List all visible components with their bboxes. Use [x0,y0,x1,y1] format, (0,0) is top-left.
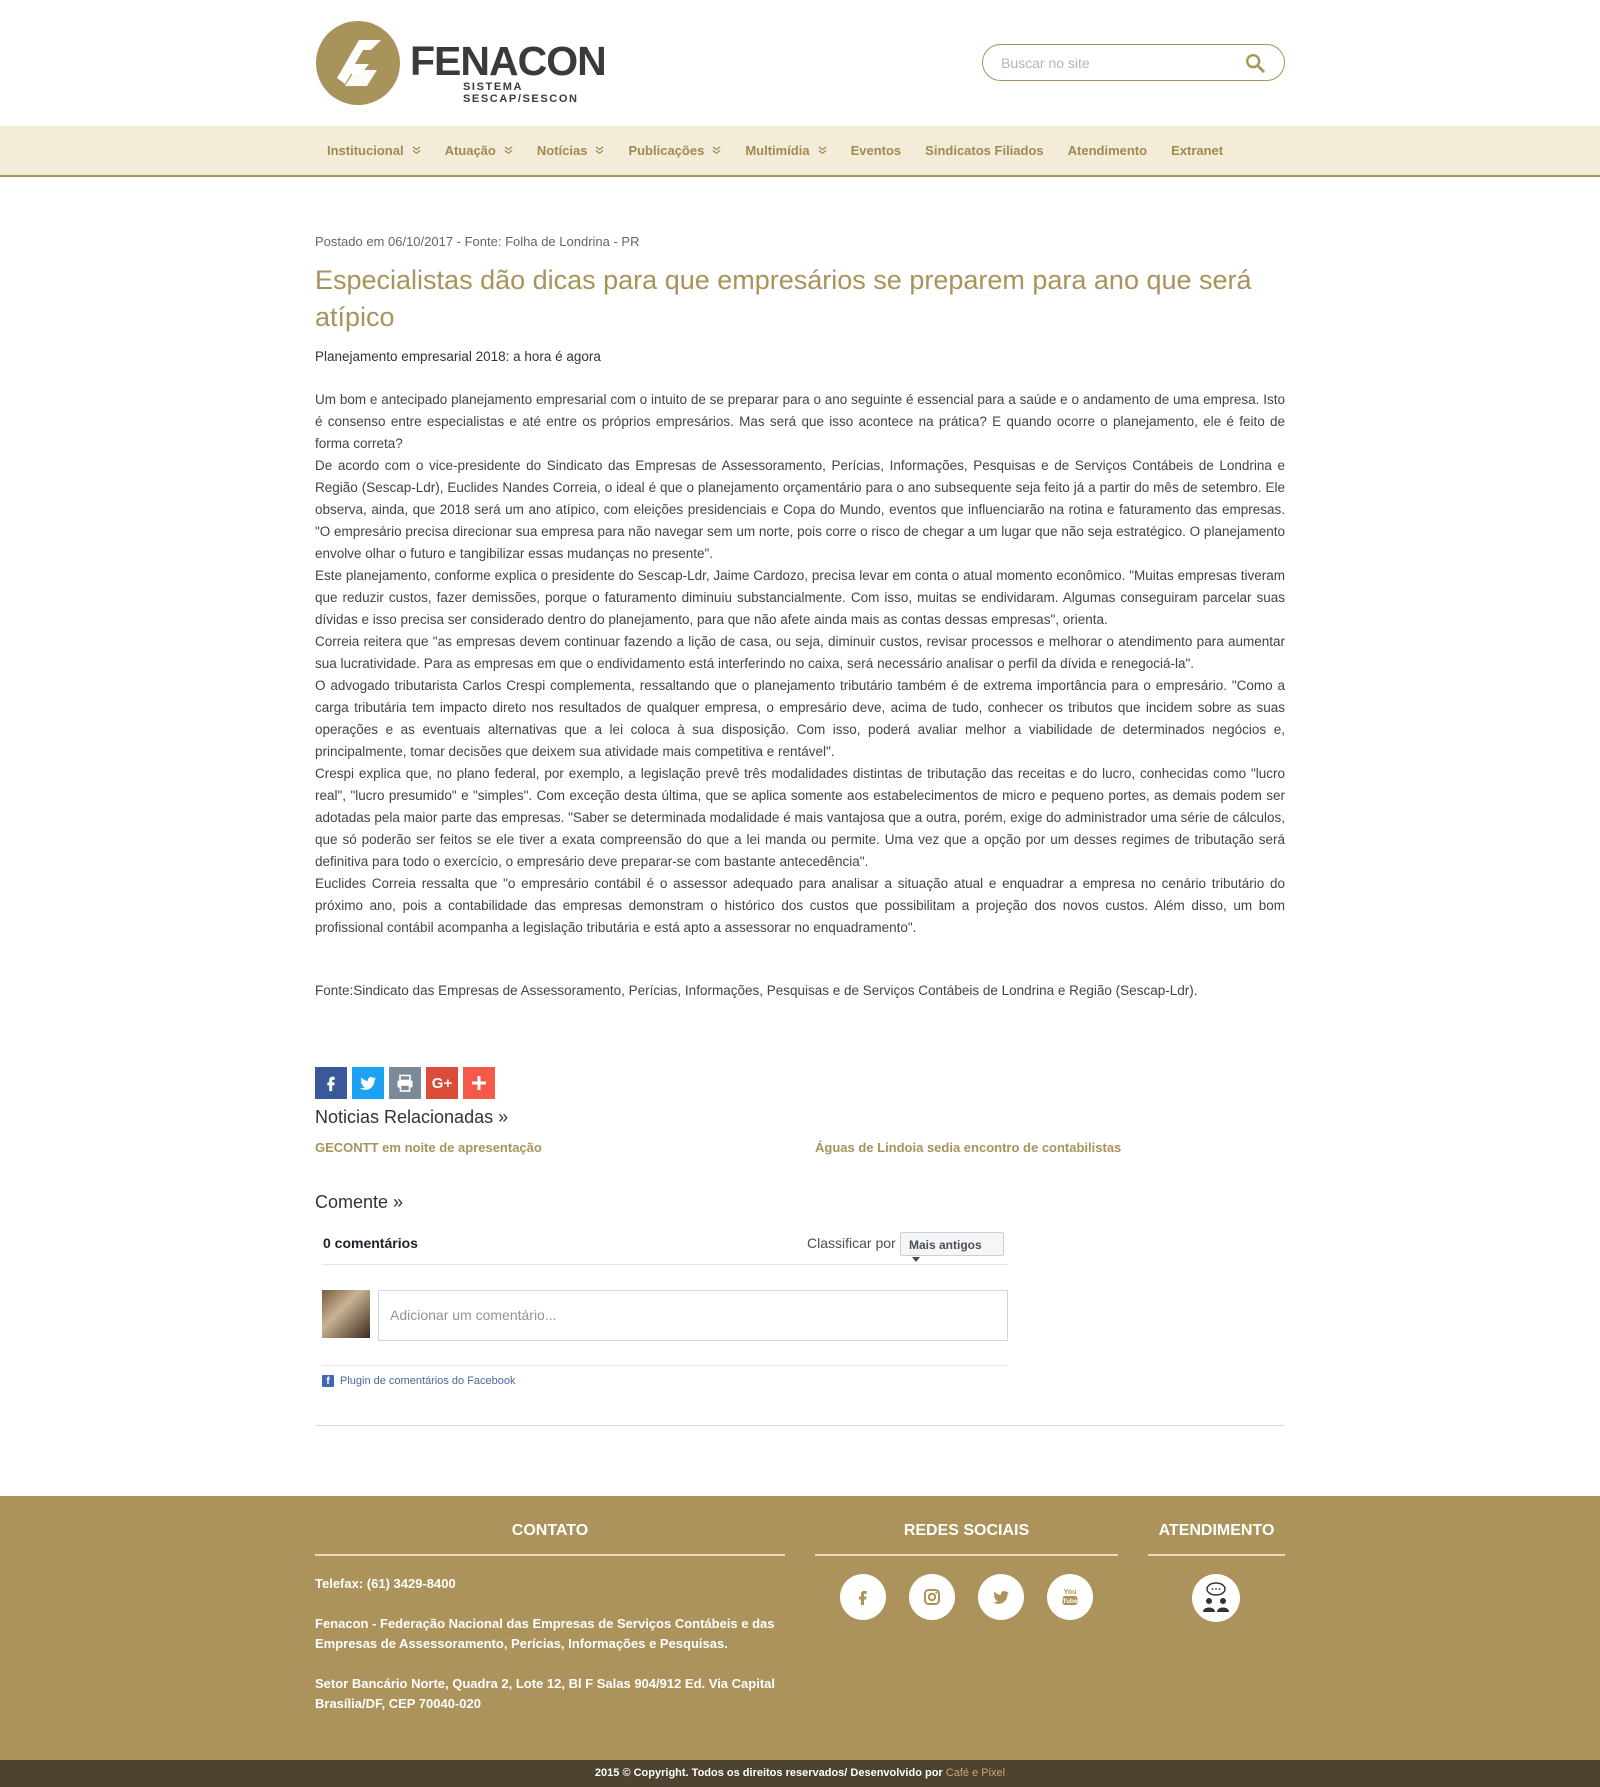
share-print-button[interactable] [389,1067,421,1099]
brand-tagline: SISTEMA SESCAP/SESCON [463,81,579,105]
divider [315,1554,785,1556]
divider [815,1554,1118,1556]
divider [315,1425,1285,1426]
footer-atendimento-title: ATENDIMENTO [1158,1522,1275,1539]
footer-phone: Telefax: (61) 3429-8400 [315,1576,456,1591]
facebook-icon [322,1074,340,1092]
facebook-icon: f [322,1375,334,1387]
youtube-link[interactable] [1047,1574,1093,1620]
nav-item-label: Notícias [536,143,588,158]
svg-text:Tube: Tube [1062,1598,1078,1606]
chevron-down-icon [595,146,604,155]
copyright-bar [0,1760,1600,1787]
twitter-icon [991,1587,1011,1607]
copyright-text: 2015 © Copyright. Todos os direitos reservados/ Desenvolvido por [594,1767,943,1779]
search-input[interactable] [1001,54,1241,72]
article-paragraph: Crespi explica que, no plano federal, por exemplo, a legislação prevê três modalidades distintas de tributação das receitas e do lucro, conhecidas como "lucro real", "lucro presumido" e "simples". Com exceção desta última, que se aplica somente aos estabelecimentos de micro e pequeno portes, as demais podem ser adotadas pela maior parte das empresas. "Saber se determinada modalidade é mais vantajosa que a outra, porém, exige do administrador uma série de cálculos, que só poderão ser feitos se ele tiver a exata compreensão do que a lei manda ou permite. Uma vez que a opção por um desses regimes de tributação será definitiva para todo o exercício, o empresário deve preparar-se com bastante antecedência". [315,766,1285,869]
chevron-down-icon [818,146,827,155]
nav-item-label: Atendimento [1067,143,1148,158]
nav-item-label: Sindicatos Filiados [925,143,1044,158]
youtube-icon [1060,1586,1080,1608]
nav-item-atendimento[interactable] [1068,143,1147,158]
related-news-link-2[interactable]: Águas de Lindoia sedia encontro de contabilistas [815,1140,1122,1155]
google-plus-icon: G+ [431,1074,453,1092]
fenacon-logo-mark [315,20,401,106]
nav-item-institucional[interactable] [327,143,421,158]
facebook-icon [853,1587,873,1607]
article-title: Especialistas dão dicas para que empresários se preparem para ano que será atípico [315,265,1252,332]
share-more-button[interactable] [463,1067,495,1099]
divider [1148,1554,1285,1556]
nav-item-eventos[interactable] [851,143,902,158]
nav-item-label: Publicações [628,143,705,158]
user-avatar [322,1290,370,1338]
share-google-plus-button[interactable] [426,1067,458,1099]
share-twitter-button[interactable] [352,1067,384,1099]
nav-item-extranet[interactable] [1171,143,1223,158]
chevron-down-icon [712,146,721,155]
nav-item-sindicatos-filiados[interactable] [925,143,1043,158]
footer-contato-title: CONTATO [511,1522,589,1539]
article-paragraph: Euclides Correia ressalta que "o empresário contábil é o assessor adequado para analisar a situação atual e enquadrar a empresa no cenário tributário do próximo ano, pois a contabilidade das empresas demonstram o histórico dos custos que possibilitam a projeção dos novos custos. Além disso, um bom profissional contábil acompanha a legislação tributária e está apto a assessorar no enquadramento". [315,876,1285,935]
article-paragraph: De acordo com o vice-presidente do Sindicato das Empresas de Assessoramento, Perícias, Informações, Pesquisas e de Serviços Contábeis de Londrina e Região (Sescap-Ldr), Euclides Nandes Correia, o ideal é que o planejamento orçamentário para o ano subsequente seja feito já a partir do mês de setembro. Ele observa, ainda, que 2018 será um ano atípico, com eleições presidenciais e Copa do Mundo, eventos que influenciarão na rotina e faturamento das empresas. "O empresário precisa direcionar sua empresa para não navegar sem um norte, pois corre o risco de chegar a um lugar que não seja estratégico. O planejamento envolve olhar o futuro e tangibilizar essas mudanças no presente". [315,458,1285,561]
site-header [0,0,1600,126]
article-meta: Postado em 06/10/2017 - Fonte: Folha de Londrina - PR [315,234,640,249]
article-subtitle: Planejamento empresarial 2018: a hora é agora [315,349,601,364]
nav-list [315,126,1247,175]
divider [322,1264,1008,1265]
nav-item-label: Eventos [850,143,902,158]
related-news-link-1[interactable]: GECONTT em noite de apresentação [315,1140,542,1155]
related-news-title: Noticias Relacionadas » [315,1107,509,1127]
nav-item-noticias[interactable] [537,143,605,158]
caret-down-icon [912,1257,920,1263]
nav-item-multimidia[interactable] [745,143,826,158]
nav-item-label: Atuação [444,143,496,158]
facebook-plugin-label: Plugin de comentários do Facebook [340,1375,516,1387]
article-paragraph: Este planejamento, conforme explica o presidente do Sescap-Ldr, Jaime Cardozo, precisa levar em conta o atual momento econômico. "Muitas empresas tiveram que reduzir custos, fazer demissões, porque o faturamento diminuiu substancialmente. Com isso, muitas se endividaram. Algumas conseguiram parcelar suas dívidas e isso precisa ser considerado dentro do planejamento, para que não afete ainda mais as contas dessas empresas", orienta. [315,568,1285,627]
sort-select[interactable] [900,1232,1004,1256]
article-paragraph: Um bom e antecipado planejamento empresarial com o intuito de se preparar para o ano seguinte é essencial para a saúde e o andamento de uma empresa. Isto é consenso entre especialistas e até entre os próprios empresários. Mas será que isso acontece na prática? E quando ocorre o planejamento, ele é feito de forma correta? [315,392,1285,451]
brand-name: FENACON [410,38,606,84]
instagram-link[interactable] [909,1574,955,1620]
article-paragraph: Correia reitera que "as empresas devem continuar fazendo a lição de casa, ou seja, diminuir custos, revisar processos e melhorar o atendimento para aumentar sua lucratividade. Para as empresas em que o endividamento está interferindo no caixa, será necessário analisar o perfil da dívida e renegociá-la". [315,634,1285,671]
nav-item-label: Extranet [1171,143,1224,158]
article-paragraph: O advogado tributarista Carlos Crespi complementa, ressaltando que o planejamento tributário também é de extrema importância para o empresário. "Como a carga tributária tem impacto direto nos resultados de qualquer empresa, o empresário deve, acima de tudo, conhecer os tributos que incidem sobre as suas operações e as eventuais alternativas que a lei coloca à sua disposição. Com isso, poderá avaliar melhor a viabilidade de determinados negócios e, principalmente, tomar decisões que deixem sua atividade mais competitiva e rentável". [315,678,1285,759]
main-nav [0,126,1600,177]
twitter-icon [358,1073,378,1093]
fenacon-logo[interactable] [315,20,625,106]
search-box [982,44,1285,81]
sort-label: Classificar por [807,1235,896,1251]
facebook-plugin-link[interactable] [322,1375,516,1387]
instagram-icon [922,1587,942,1607]
footer-redes-title: REDES SOCIAIS [903,1522,1030,1539]
article-body [315,389,1285,939]
footer-address-line2: Brasília/DF, CEP 70040-020 [315,1696,481,1711]
developer-link[interactable]: Café e Pixel [945,1767,1006,1779]
comment-input[interactable]: Adicionar um comentário... [378,1290,1008,1341]
nav-item-label: Multimídia [745,143,810,158]
article-source: Fonte:Sindicato das Empresas de Assessoramento, Perícias, Informações, Pesquisas e de Serviços Contábeis de Londrina e Região (Sescap-Ldr). [315,983,1198,998]
search-icon[interactable] [1244,52,1266,74]
footer-org-name: Fenacon - Federação Nacional das Empresas de Serviços Contábeis e das Empresas de Assessoramento, Perícias, Informações e Pesquisas. [315,1616,775,1651]
atendimento-link[interactable] [1192,1574,1240,1622]
facebook-link[interactable] [840,1574,886,1620]
nav-item-label: Institucional [327,143,404,158]
comment-section-title: Comente » [315,1192,404,1212]
svg-text:You: You [1063,1589,1077,1596]
more-icon [470,1074,488,1092]
site-footer [0,1496,1600,1760]
divider [322,1365,1008,1366]
footer-address-line1: Setor Bancário Norte, Quadra 2, Lote 12, Bl F Salas 904/912 Ed. Via Capital [315,1676,775,1691]
share-bar [315,1067,500,1099]
chevron-down-icon [412,146,421,155]
twitter-link[interactable] [978,1574,1024,1620]
sort-value: Mais antigos [909,1238,982,1252]
comment-count: 0 comentários [323,1235,418,1251]
chevron-down-icon [504,146,513,155]
share-facebook-button[interactable] [315,1067,347,1099]
chat-support-icon [1198,1580,1234,1616]
nav-item-publicacoes[interactable] [628,143,721,158]
print-icon [395,1073,415,1093]
nav-item-atuacao[interactable] [445,143,513,158]
